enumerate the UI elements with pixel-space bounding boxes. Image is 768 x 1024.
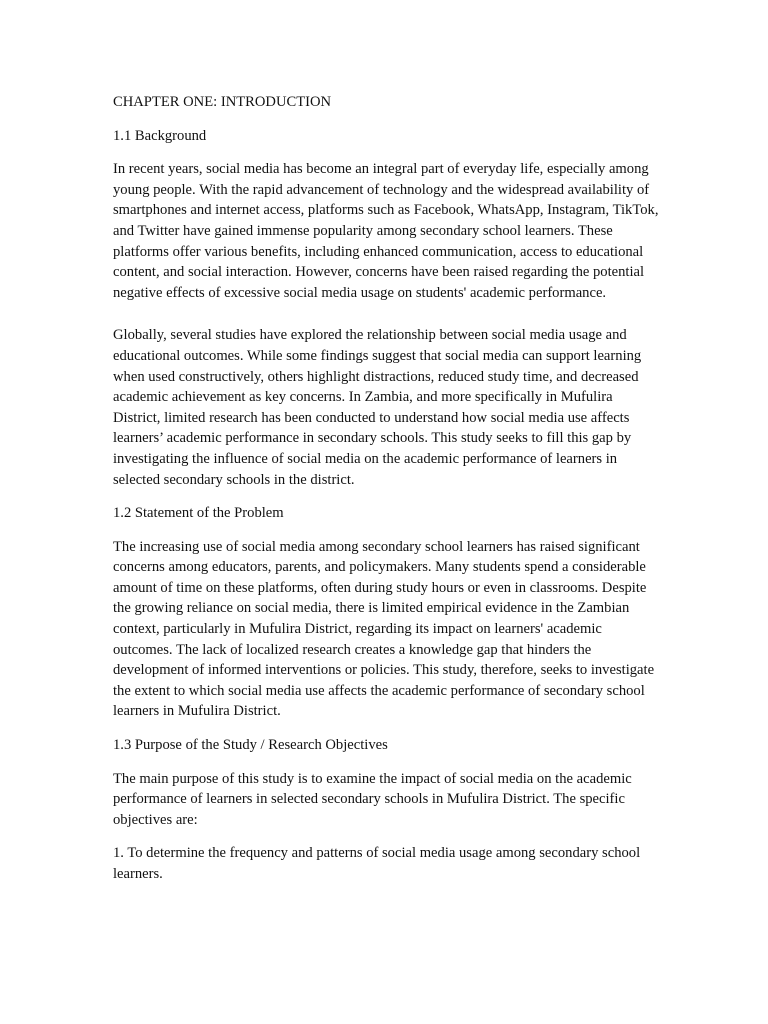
section-heading-problem: 1.2 Statement of the Problem xyxy=(113,505,284,522)
section-heading-background: 1.1 Background xyxy=(113,127,207,144)
document-body xyxy=(113,92,661,898)
section-heading-purpose: 1.3 Purpose of the Study / Research Objectives xyxy=(113,737,388,754)
background-paragraph-2: Globally, several studies have explored the relationship between social media usage and educational outcomes. While some findings suggest that social media can support learning when used constructively, others highlight distractions, reduced study time, and decreased academic achievement as key concerns. In Zambia, and more specifically in Mufulira District, limited research has been conducted to understand how social media use affects learners’ academic performance in secondary schools. This study seeks to fill this gap by investigating the influence of social media on the academic performance of learners in selected secondary schools in the district. xyxy=(113,327,642,488)
chapter-title: CHAPTER ONE: INTRODUCTION xyxy=(113,94,332,110)
purpose-paragraph-1: The main purpose of this study is to examine the impact of social media on the academic performance of learners in selected secondary schools in Mufulira District. The specific objectives are: xyxy=(113,770,632,828)
problem-paragraph-1: The increasing use of social media among secondary school learners has raised significant concerns among educators, parents, and policymakers. Many students spend a considerable amount of time on these platforms, often during study hours or even in classrooms. Despite the growing reliance on social media, there is limited empirical evidence in the Zambian context, particularly in Mufulira District, regarding its impact on learners' academic outcomes. The lack of localized research creates a knowledge gap that hinders the development of informed interventions or policies. This study, therefore, seeks to investigate the extent to which social media use affects the academic performance of secondary school learners in Mufulira District. xyxy=(113,538,655,720)
background-paragraph-1: In recent years, social media has become an integral part of everyday life, especially among young people. With the rapid advancement of technology and the widespread availability of smartphones and internet access, platforms such as Facebook, WhatsApp, Instagram, TikTok, and Twitter have gained immense popularity among secondary school learners. These platforms offer various benefits, including enhanced communication, access to educational content, and social interaction. However, concerns have been raised regarding the potential negative effects of excessive social media usage on students' academic performance. xyxy=(113,161,659,301)
objective-item-1: 1. To determine the frequency and patterns of social media usage among secondary school learners. xyxy=(113,845,641,882)
